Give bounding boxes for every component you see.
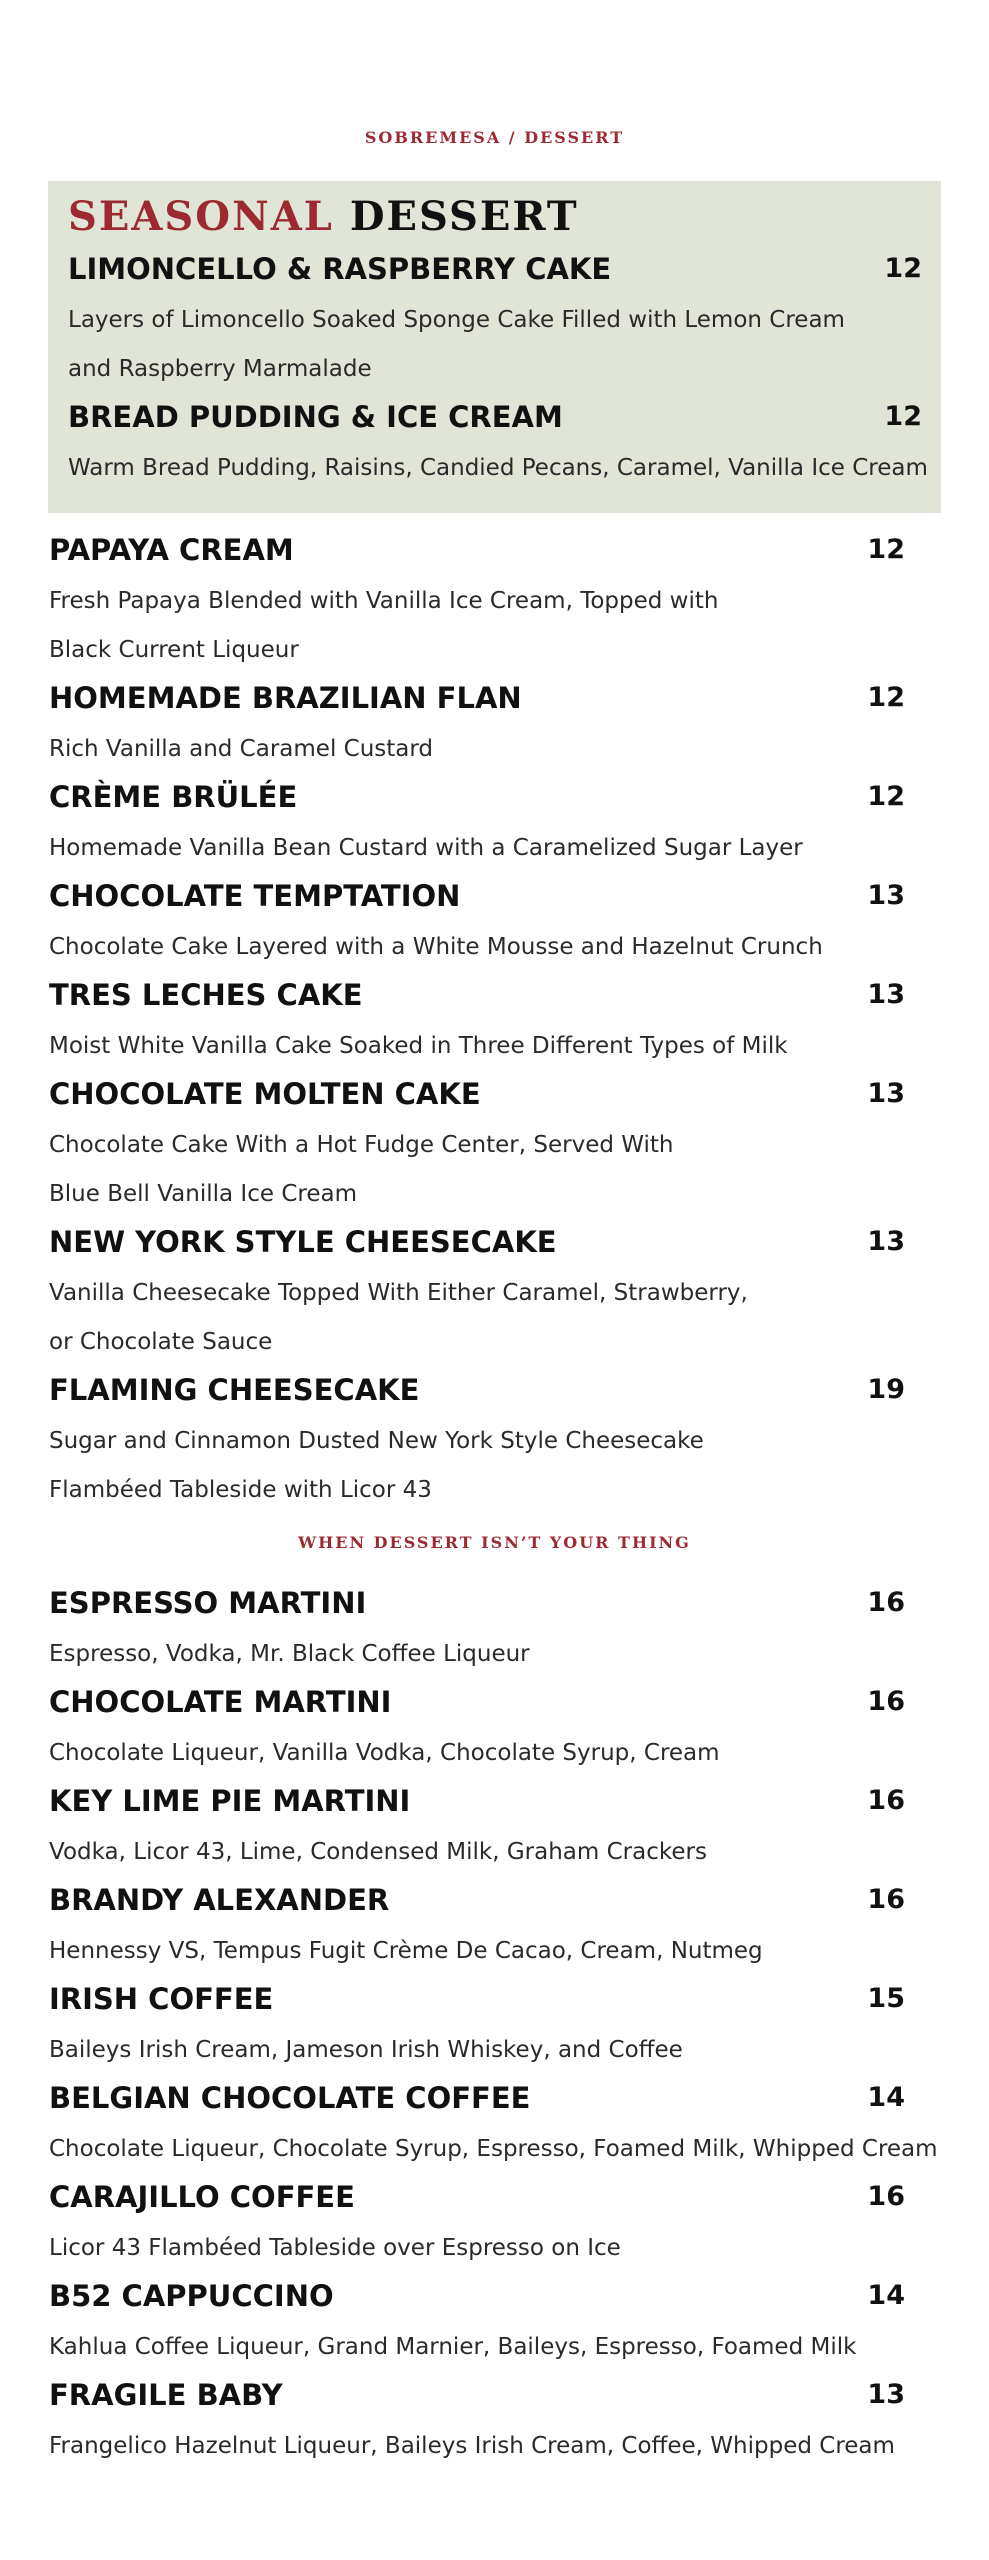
menu-item-name: ESPRESSO MARTINI bbox=[49, 1586, 367, 1620]
menu-item-price: 12 bbox=[867, 781, 905, 812]
menu-item-name: CRÈME BRÜLÉE bbox=[49, 780, 298, 814]
menu-item-price: 12 bbox=[867, 682, 905, 713]
menu-item-name: IRISH COFFEE bbox=[49, 1982, 274, 2016]
menu-item-price: 16 bbox=[867, 1686, 905, 1717]
menu-item-description: Vodka, Licor 43, Lime, Condensed Milk, Graham Crackers bbox=[49, 1839, 707, 1865]
menu-item-name: BREAD PUDDING & ICE CREAM bbox=[68, 400, 563, 434]
menu-item-description: Black Current Liqueur bbox=[49, 637, 299, 663]
menu-item-description: Espresso, Vodka, Mr. Black Coffee Liqueur bbox=[49, 1641, 530, 1667]
menu-item-description: Baileys Irish Cream, Jameson Irish Whiskey, and Coffee bbox=[49, 2037, 683, 2063]
menu-item-price: 12 bbox=[884, 401, 922, 432]
menu-item-price: 16 bbox=[867, 1587, 905, 1618]
menu-item-name: BRANDY ALEXANDER bbox=[49, 1883, 390, 1917]
seasonal-heading bbox=[68, 192, 579, 242]
menu-item-price: 14 bbox=[867, 2280, 905, 2311]
menu-item-price: 12 bbox=[884, 253, 922, 284]
menu-item-description: Fresh Papaya Blended with Vanilla Ice Cream, Topped with bbox=[49, 588, 719, 614]
menu-item-price: 13 bbox=[867, 1078, 905, 1109]
menu-item-name: KEY LIME PIE MARTINI bbox=[49, 1784, 411, 1818]
menu-item-price: 13 bbox=[867, 1226, 905, 1257]
menu-item-price: 13 bbox=[867, 2379, 905, 2410]
menu-item-name: CHOCOLATE MARTINI bbox=[49, 1685, 392, 1719]
menu-item-description: Homemade Vanilla Bean Custard with a Caramelized Sugar Layer bbox=[49, 835, 803, 861]
menu-item-description: Moist White Vanilla Cake Soaked in Three Different Types of Milk bbox=[49, 1033, 788, 1059]
menu-item-price: 12 bbox=[867, 534, 905, 565]
menu-item-name: PAPAYA CREAM bbox=[49, 533, 294, 567]
menu-item-description: Chocolate Liqueur, Vanilla Vodka, Chocolate Syrup, Cream bbox=[49, 1740, 720, 1766]
menu-item-description: Blue Bell Vanilla Ice Cream bbox=[49, 1181, 357, 1207]
menu-item-description: Licor 43 Flambéed Tableside over Espresso on Ice bbox=[49, 2235, 621, 2261]
menu-item-description: Warm Bread Pudding, Raisins, Candied Pecans, Caramel, Vanilla Ice Cream bbox=[68, 455, 928, 481]
menu-item-name: CHOCOLATE TEMPTATION bbox=[49, 879, 461, 913]
menu-item-name: CHOCOLATE MOLTEN CAKE bbox=[49, 1077, 481, 1111]
menu-item-name: BELGIAN CHOCOLATE COFFEE bbox=[49, 2081, 531, 2115]
menu-item-name: NEW YORK STYLE CHEESECAKE bbox=[49, 1225, 557, 1259]
menu-item-name: TRES LECHES CAKE bbox=[49, 978, 363, 1012]
menu-item-description: and Raspberry Marmalade bbox=[68, 356, 372, 382]
menu-item-description: Layers of Limoncello Soaked Sponge Cake Filled with Lemon Cream bbox=[68, 307, 845, 333]
menu-item-price: 14 bbox=[867, 2082, 905, 2113]
menu-item-description: Hennessy VS, Tempus Fugit Crème De Cacao, Cream, Nutmeg bbox=[49, 1938, 763, 1964]
menu-item-name: FRAGILE BABY bbox=[49, 2378, 283, 2412]
menu-item-price: 16 bbox=[867, 2181, 905, 2212]
menu-item-price: 15 bbox=[867, 1983, 905, 2014]
menu-item-price: 19 bbox=[867, 1374, 905, 1405]
menu-item-description: or Chocolate Sauce bbox=[49, 1329, 273, 1355]
drinks-heading: WHEN DESSERT ISN’T YOUR THING bbox=[298, 1533, 691, 1552]
page-title: SOBREMESA / DESSERT bbox=[364, 128, 625, 147]
menu-item-description: Sugar and Cinnamon Dusted New York Style Cheesecake bbox=[49, 1428, 704, 1454]
menu-item-description: Chocolate Liqueur, Chocolate Syrup, Espresso, Foamed Milk, Whipped Cream bbox=[49, 2136, 938, 2162]
menu-item-price: 13 bbox=[867, 979, 905, 1010]
menu-item-description: Kahlua Coffee Liqueur, Grand Marnier, Baileys, Espresso, Foamed Milk bbox=[49, 2334, 857, 2360]
menu-item-price: 13 bbox=[867, 880, 905, 911]
menu-item-name: FLAMING CHEESECAKE bbox=[49, 1373, 420, 1407]
seasonal-heading-accent: SEASONAL bbox=[68, 193, 334, 240]
menu-item-name: HOMEMADE BRAZILIAN FLAN bbox=[49, 681, 522, 715]
menu-item-description: Chocolate Cake With a Hot Fudge Center, Served With bbox=[49, 1132, 674, 1158]
menu-item-description: Vanilla Cheesecake Topped With Either Caramel, Strawberry, bbox=[49, 1280, 748, 1306]
seasonal-heading-rest: DESSERT bbox=[349, 193, 579, 240]
menu-item-price: 16 bbox=[867, 1884, 905, 1915]
menu-item-name: CARAJILLO COFFEE bbox=[49, 2180, 355, 2214]
menu-item-description: Flambéed Tableside with Licor 43 bbox=[49, 1477, 432, 1503]
menu-item-name: LIMONCELLO & RASPBERRY CAKE bbox=[68, 252, 612, 286]
menu-item-name: B52 CAPPUCCINO bbox=[49, 2279, 334, 2313]
menu-item-price: 16 bbox=[867, 1785, 905, 1816]
menu-item-description: Chocolate Cake Layered with a White Mousse and Hazelnut Crunch bbox=[49, 934, 823, 960]
menu-item-description: Frangelico Hazelnut Liqueur, Baileys Irish Cream, Coffee, Whipped Cream bbox=[49, 2433, 895, 2459]
menu-item-description: Rich Vanilla and Caramel Custard bbox=[49, 736, 434, 762]
